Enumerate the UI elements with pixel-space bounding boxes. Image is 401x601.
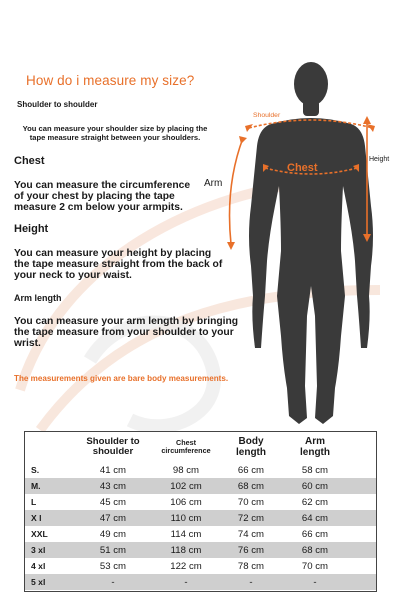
table-row bbox=[25, 478, 376, 494]
height-heading: Height bbox=[14, 223, 49, 235]
cell-size: 5 xl bbox=[31, 577, 46, 587]
chest-text bbox=[14, 180, 190, 213]
table-row bbox=[25, 574, 376, 590]
cell-size: 3 xl bbox=[31, 545, 46, 555]
table-row bbox=[25, 542, 376, 558]
header-arm-line: length bbox=[300, 447, 330, 458]
cell-chest: 118 cm bbox=[170, 544, 202, 556]
header-body-line: Body bbox=[238, 436, 264, 447]
cell-arm: 62 cm bbox=[301, 496, 329, 508]
header-arm-length bbox=[287, 432, 343, 462]
chest-heading: Chest bbox=[14, 155, 45, 167]
body-silhouette-figure bbox=[225, 56, 400, 428]
figure-label-height: Height bbox=[369, 156, 390, 163]
cell-arm: 60 cm bbox=[301, 480, 329, 492]
cell-arm: 58 cm bbox=[301, 464, 329, 476]
height-text-line: the tape measure straight from the back of bbox=[14, 259, 223, 270]
cell-chest: 102 cm bbox=[170, 480, 202, 492]
cell-size: M. bbox=[31, 481, 41, 491]
arm-text-line: the tape measure from your shoulder to your bbox=[14, 327, 234, 338]
cell-body: 78 cm bbox=[237, 560, 265, 572]
cell-body: 68 cm bbox=[237, 480, 265, 492]
cell-chest: 110 cm bbox=[170, 512, 202, 524]
cell-size: 4 xl bbox=[31, 561, 46, 571]
table-row bbox=[25, 494, 376, 510]
header-body-length bbox=[223, 432, 279, 462]
cell-body: 76 cm bbox=[237, 544, 265, 556]
cell-shoulder: 45 cm bbox=[99, 496, 127, 508]
cell-body: 74 cm bbox=[237, 528, 265, 540]
chest-text-line: of your chest by placing the tape bbox=[14, 191, 175, 202]
table-row bbox=[25, 526, 376, 542]
shoulder-text bbox=[8, 124, 222, 142]
cell-body: - bbox=[249, 576, 253, 588]
height-text-line: You can measure your height by placing bbox=[14, 248, 212, 259]
header-chest bbox=[153, 432, 219, 462]
cell-shoulder: - bbox=[111, 576, 115, 588]
figure-label-arm: Arm bbox=[204, 178, 223, 189]
cell-shoulder: 49 cm bbox=[99, 528, 127, 540]
cell-arm: 66 cm bbox=[301, 528, 329, 540]
height-text bbox=[14, 248, 222, 281]
header-shoulder bbox=[77, 432, 149, 462]
cell-size: XXL bbox=[31, 529, 48, 539]
header-shoulder-line: Shoulder to bbox=[86, 436, 140, 447]
shoulder-heading: Shoulder to shoulder bbox=[17, 100, 98, 109]
chest-text-line: measure 2 cm below your armpits. bbox=[14, 202, 183, 213]
cell-chest: 106 cm bbox=[170, 496, 202, 508]
arm-text bbox=[14, 316, 238, 349]
header-arm-line: Arm bbox=[304, 436, 325, 447]
cell-arm: 70 cm bbox=[301, 560, 329, 572]
figure-label-shoulder: Shoulder bbox=[253, 112, 281, 119]
arm-text-line: wrist. bbox=[14, 338, 41, 349]
chest-text-line: You can measure the circumference bbox=[14, 180, 191, 191]
shoulder-text-line: You can measure your shoulder size by placing the bbox=[22, 124, 208, 133]
cell-arm: - bbox=[313, 576, 317, 588]
cell-shoulder: 41 cm bbox=[99, 464, 127, 476]
cell-shoulder: 51 cm bbox=[99, 544, 127, 556]
cell-chest: 114 cm bbox=[170, 528, 202, 540]
cell-shoulder: 53 cm bbox=[99, 560, 127, 572]
cell-body: 70 cm bbox=[237, 496, 265, 508]
arm-heading: Arm length bbox=[14, 293, 62, 303]
cell-body: 72 cm bbox=[237, 512, 265, 524]
header-chest-line: Chest bbox=[176, 437, 196, 447]
cell-body: 66 cm bbox=[237, 464, 265, 476]
cell-chest: 122 cm bbox=[170, 560, 202, 572]
header-body-line: length bbox=[236, 447, 266, 458]
header-shoulder-line: shoulder bbox=[92, 446, 134, 457]
table-row bbox=[25, 558, 376, 574]
table-row bbox=[25, 462, 376, 478]
size-table bbox=[24, 431, 377, 592]
arm-text-line: You can measure your arm length by bringing bbox=[14, 316, 239, 327]
cell-shoulder: 47 cm bbox=[99, 512, 127, 524]
cell-arm: 64 cm bbox=[301, 512, 329, 524]
table-row bbox=[25, 510, 376, 526]
cell-chest: 98 cm bbox=[172, 464, 200, 476]
cell-arm: 68 cm bbox=[301, 544, 329, 556]
table-header bbox=[25, 432, 376, 462]
page-title: How do i measure my size? bbox=[26, 73, 195, 88]
cell-size: S. bbox=[31, 465, 40, 475]
figure-label-chest: Chest bbox=[287, 162, 318, 174]
cell-size: X l bbox=[31, 513, 42, 523]
shoulder-text-line: tape measure straight between your shoulders. bbox=[29, 133, 201, 142]
cell-size: L bbox=[31, 497, 37, 507]
height-text-line: your neck to your waist. bbox=[14, 270, 132, 281]
header-chest-line: circumference bbox=[161, 446, 211, 455]
cell-chest: - bbox=[184, 576, 188, 588]
cell-shoulder: 43 cm bbox=[99, 480, 127, 492]
bare-body-note: The measurements given are bare body measurements. bbox=[14, 374, 229, 383]
